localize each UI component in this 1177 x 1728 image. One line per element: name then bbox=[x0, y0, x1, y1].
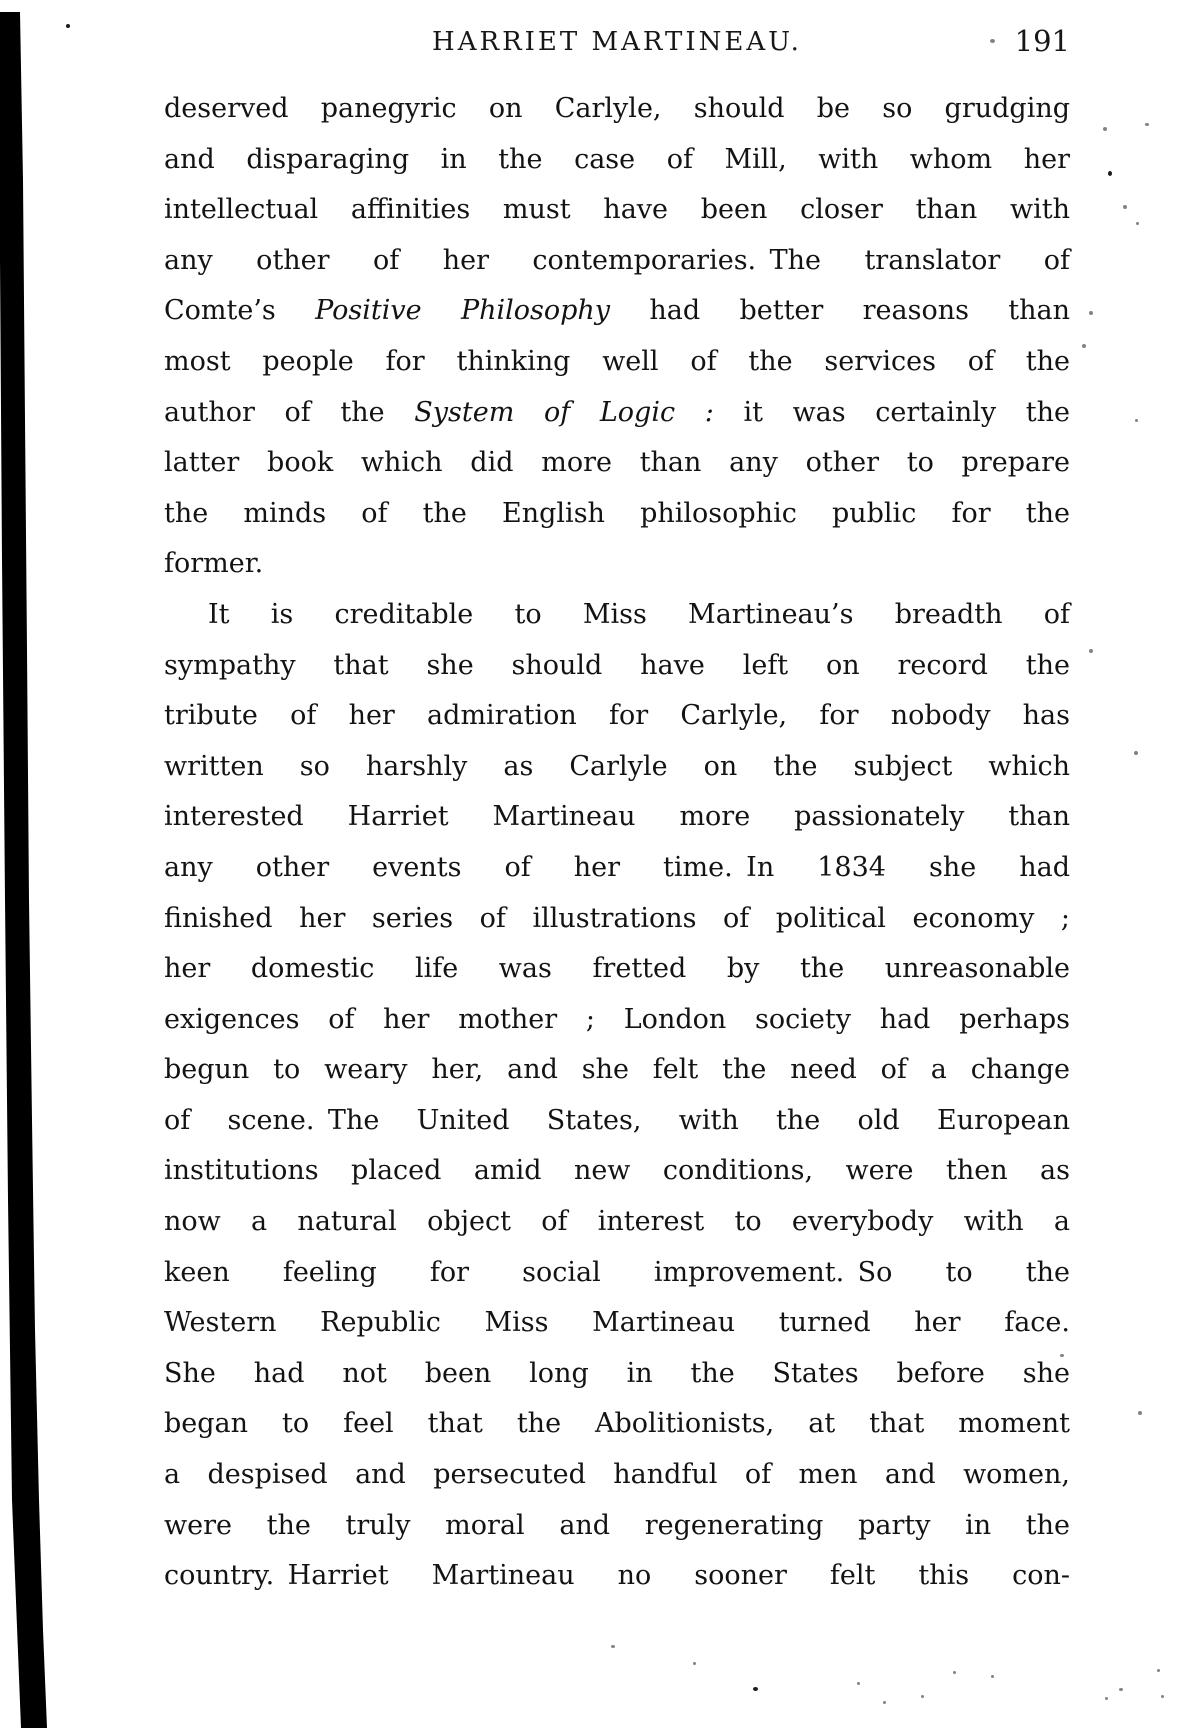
text-segment: Western Republic Miss Martineau turned her face. bbox=[164, 1307, 1070, 1339]
text-line bbox=[164, 489, 1070, 540]
scan-noise-dot bbox=[1089, 649, 1093, 653]
text-segment: begun to weary her, and she felt the need of a change bbox=[164, 1054, 1070, 1086]
scan-noise-dot bbox=[1134, 751, 1138, 755]
text-line bbox=[164, 1248, 1070, 1299]
text-segment: tribute of her admiration for Carlyle, for nobody has bbox=[164, 700, 1070, 732]
text-segment: written so harshly as Carlyle on the subject which bbox=[164, 750, 1070, 782]
text-segment: any other of her contemporaries. The translator of bbox=[164, 244, 1070, 276]
scan-noise-dot bbox=[1157, 1669, 1160, 1672]
text-segment: most people for thinking well of the services of the bbox=[164, 345, 1070, 377]
text-segment: any other events of her time. In 1834 she had bbox=[164, 851, 1070, 883]
text-segment: It is creditable to Miss Martineau’s breadth of bbox=[208, 598, 1070, 630]
text-line bbox=[164, 590, 1070, 641]
text-line bbox=[164, 337, 1070, 388]
text-line bbox=[164, 438, 1070, 489]
running-header bbox=[164, 27, 1070, 57]
scan-noise-dot bbox=[1138, 1411, 1142, 1415]
scan-noise-dot bbox=[1089, 311, 1093, 315]
text-segment: of scene. The United States, with the old European bbox=[164, 1104, 1070, 1136]
scan-noise-dot bbox=[1145, 123, 1149, 126]
text-line bbox=[164, 843, 1070, 894]
text-line bbox=[164, 1298, 1070, 1349]
text-segment: now a natural object of interest to everybody with a bbox=[164, 1206, 1070, 1238]
italic-text-segment: Positive Philosophy bbox=[315, 295, 611, 327]
text-segment: deserved panegyric on Carlyle, should be so grudging bbox=[164, 93, 1070, 124]
text-segment: interested Harriet Martineau more passionately than bbox=[164, 801, 1070, 833]
text-line bbox=[164, 1349, 1070, 1400]
text-line bbox=[164, 691, 1070, 742]
text-segment: had better reasons than bbox=[610, 295, 1070, 327]
text-line bbox=[164, 388, 1070, 439]
scan-noise-dot bbox=[1135, 419, 1138, 422]
text-line bbox=[164, 185, 1070, 236]
text-segment: it was certainly the bbox=[713, 396, 1071, 428]
text-segment: She had not been long in the States before she bbox=[164, 1357, 1070, 1389]
scan-noise-dot bbox=[1136, 222, 1139, 225]
text-line bbox=[164, 236, 1070, 287]
text-segment: a despised and persecuted handful of men and women, bbox=[164, 1459, 1070, 1491]
scan-noise-dot bbox=[1161, 1695, 1164, 1698]
text-segment: the minds of the English philosophic public for the bbox=[164, 497, 1070, 529]
text-segment: keen feeling for social improvement. So to the bbox=[164, 1256, 1070, 1288]
text-line bbox=[164, 84, 1070, 135]
scan-noise-dot bbox=[857, 1682, 860, 1685]
scan-noise-dot bbox=[1119, 1688, 1123, 1691]
text-line bbox=[164, 995, 1070, 1046]
text-segment: began to feel that the Abolitionists, at that moment bbox=[164, 1408, 1070, 1440]
scan-noise-dot bbox=[1060, 1354, 1064, 1357]
text-line bbox=[164, 742, 1070, 793]
text-line bbox=[164, 1501, 1070, 1552]
text-segment: finished her series of illustrations of political economy ; bbox=[164, 902, 1070, 934]
text-segment: exigences of her mother ; London society had perhaps bbox=[164, 1003, 1070, 1035]
text-line bbox=[164, 1146, 1070, 1197]
text-line bbox=[164, 1096, 1070, 1147]
text-line bbox=[164, 1197, 1070, 1248]
text-segment: latter book which did more than any other to prepare bbox=[164, 447, 1070, 479]
scan-noise-dot bbox=[883, 1701, 886, 1704]
text-line bbox=[164, 135, 1070, 186]
text-segment: former. bbox=[164, 548, 264, 580]
text-segment: institutions placed amid new conditions, were then as bbox=[164, 1155, 1070, 1187]
text-segment: country. Harriet Martineau no sooner felt this con- bbox=[164, 1560, 1070, 1592]
scan-noise-dot bbox=[1082, 344, 1086, 348]
italic-text-segment: System of Logic : bbox=[414, 396, 714, 428]
scan-noise-dot bbox=[990, 39, 995, 43]
running-title: HARRIET MARTINEAU. bbox=[432, 27, 802, 57]
text-segment: author of the bbox=[164, 396, 415, 428]
scan-noise-dot bbox=[753, 1687, 758, 1691]
text-line bbox=[164, 792, 1070, 843]
scan-noise-dot bbox=[921, 1695, 924, 1698]
text-segment: her domestic life was fretted by the unreasonable bbox=[164, 953, 1070, 985]
scan-noise-dot bbox=[693, 1662, 696, 1665]
scan-noise-dot bbox=[991, 1675, 994, 1678]
text-line bbox=[164, 944, 1070, 995]
page-number: 191 bbox=[1014, 24, 1070, 58]
scan-edge-artifact bbox=[0, 0, 60, 1728]
text-line bbox=[164, 1450, 1070, 1501]
scan-noise-dot bbox=[1123, 205, 1127, 209]
text-segment: and disparaging in the case of Mill, with whom her bbox=[164, 143, 1070, 175]
scan-noise-dot bbox=[1103, 127, 1107, 131]
text-line bbox=[164, 539, 1070, 590]
text-segment: Comte’s bbox=[164, 295, 316, 327]
body-text bbox=[164, 84, 1070, 1602]
text-line bbox=[164, 1399, 1070, 1450]
scan-noise-dot bbox=[953, 1671, 956, 1674]
text-line bbox=[164, 894, 1070, 945]
scan-noise-dot bbox=[66, 24, 70, 28]
text-segment: sympathy that she should have left on record the bbox=[164, 649, 1070, 681]
text-line bbox=[164, 641, 1070, 692]
text-segment: were the truly moral and regenerating party in the bbox=[164, 1509, 1070, 1541]
text-line bbox=[164, 1551, 1070, 1602]
scan-noise-dot bbox=[1108, 171, 1112, 176]
scan-noise-dot bbox=[611, 1645, 615, 1648]
text-line bbox=[164, 1045, 1070, 1096]
text-line bbox=[164, 286, 1070, 337]
text-segment: intellectual affinities must have been closer than with bbox=[164, 194, 1070, 226]
scan-noise-dot bbox=[1105, 1697, 1108, 1700]
